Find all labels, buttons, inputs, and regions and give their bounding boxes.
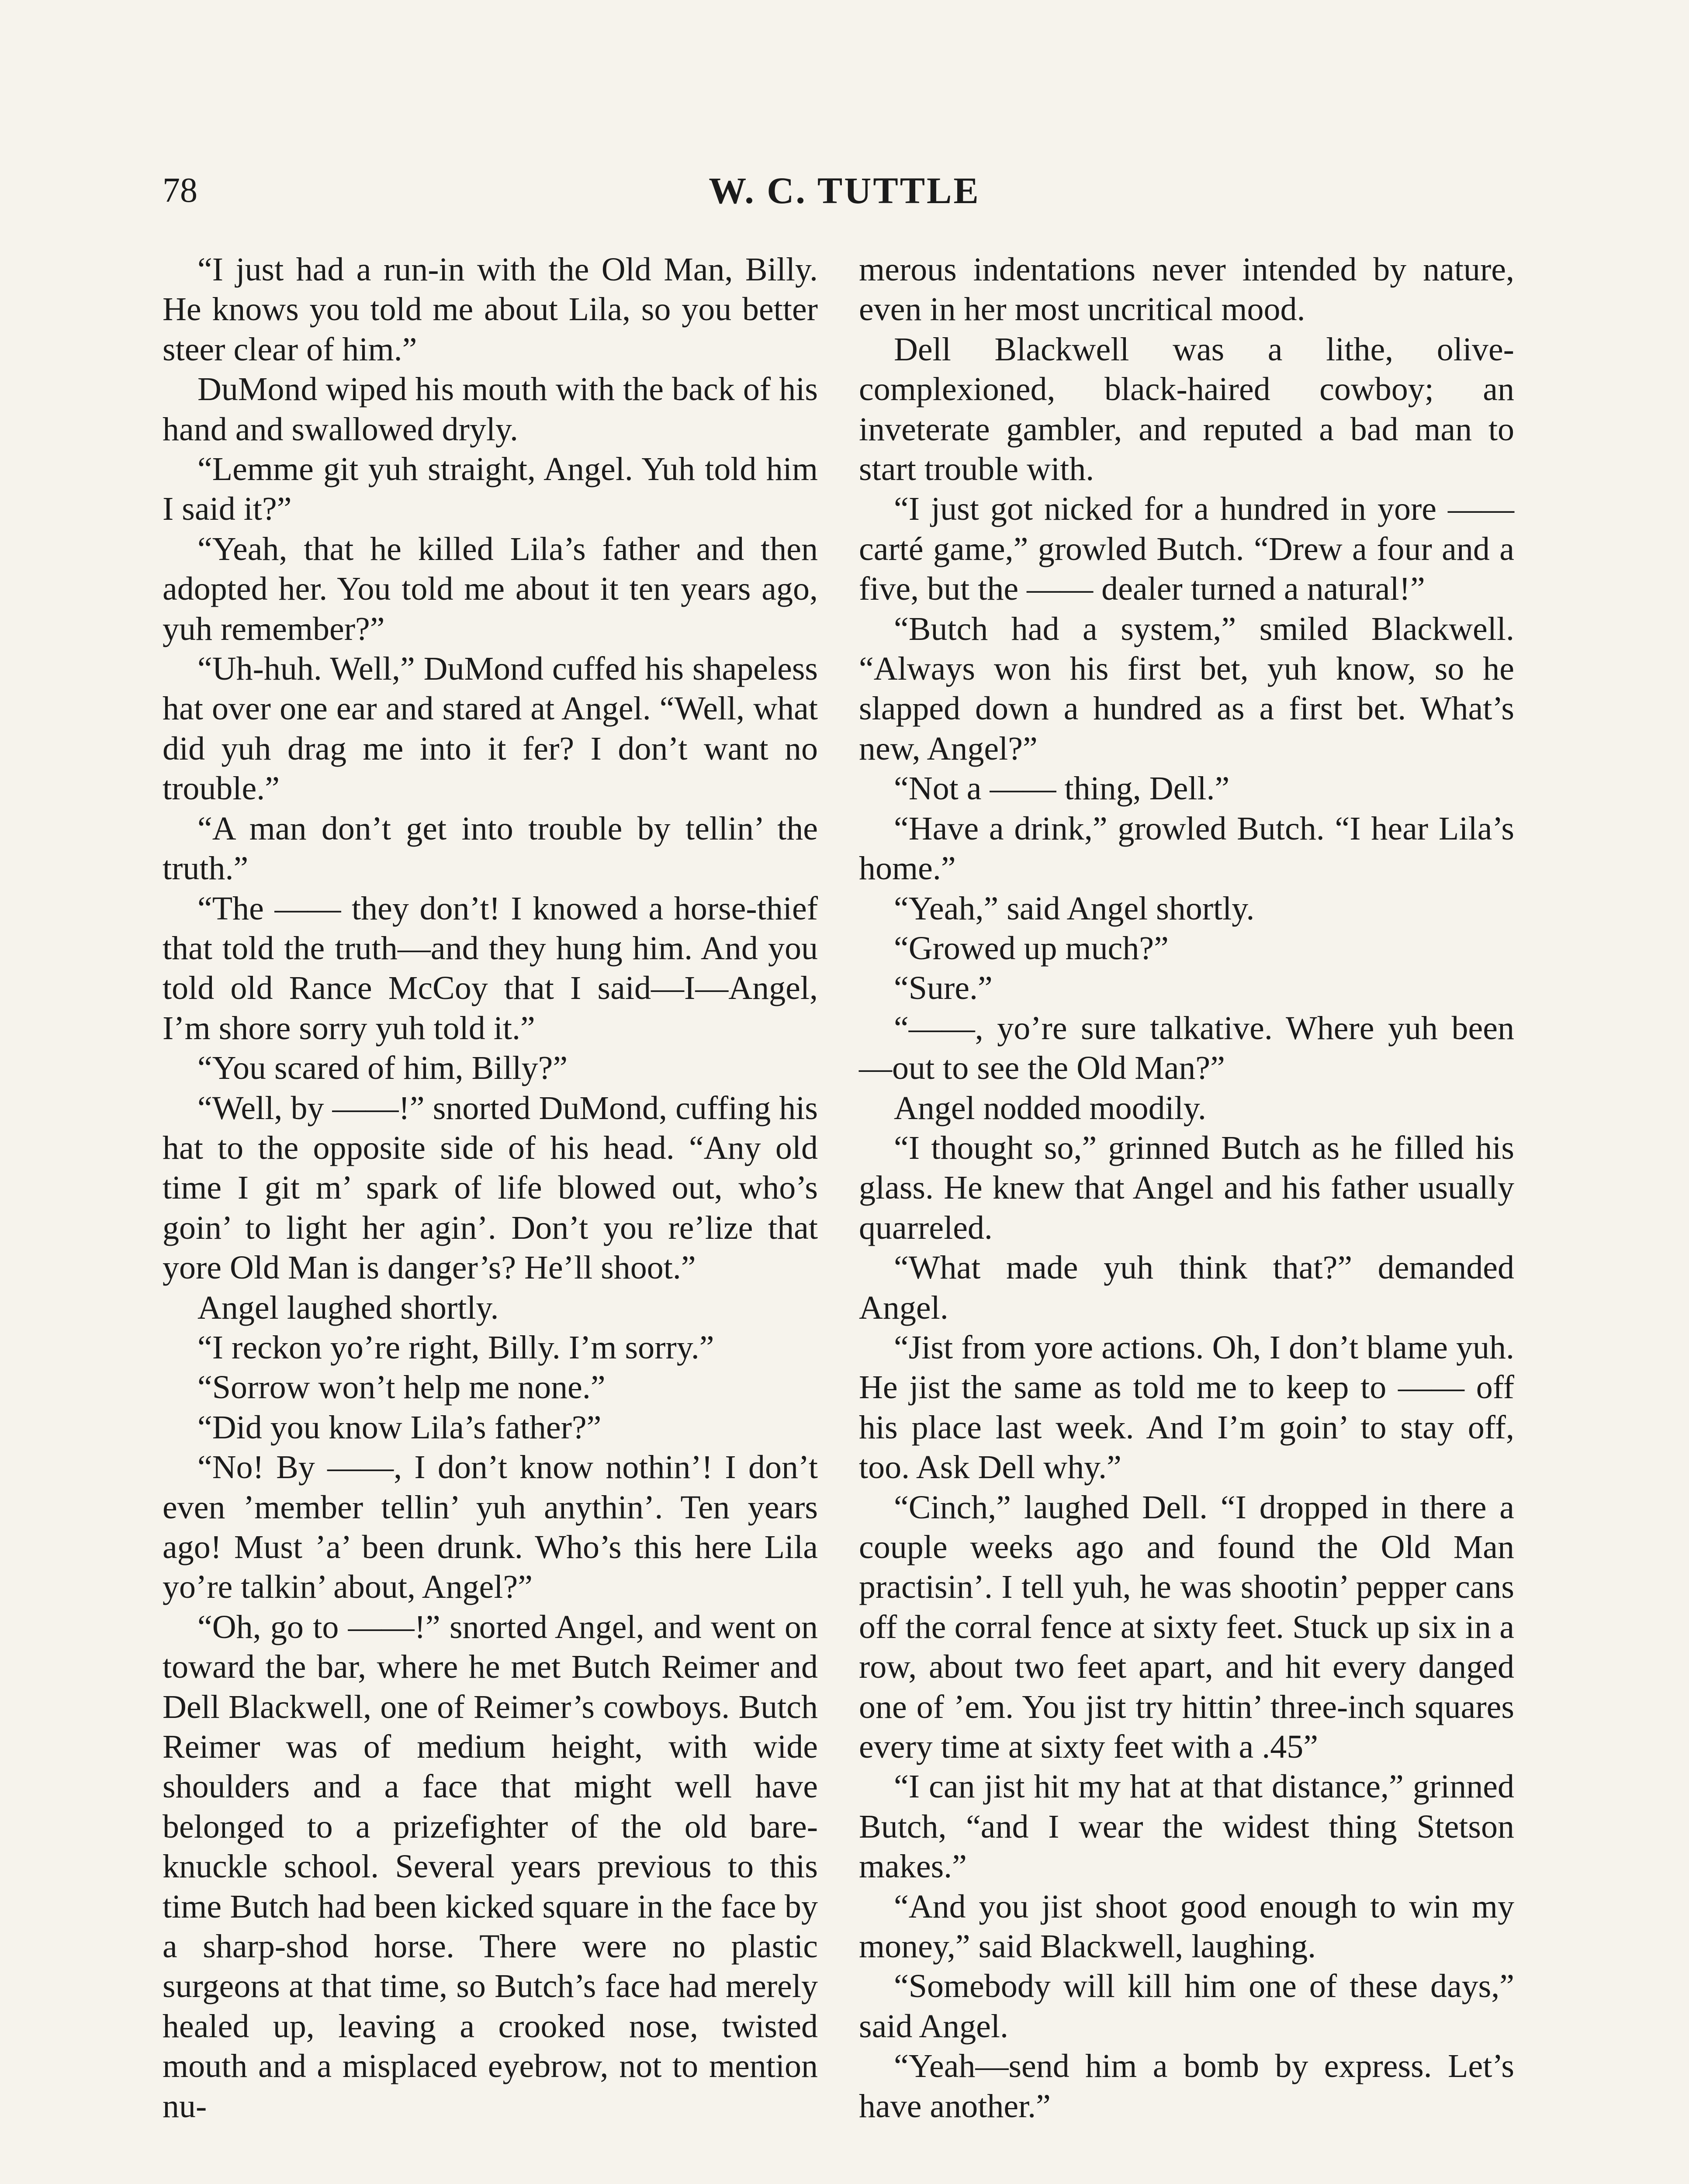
paragraph: “Did you know Lila’s father?” [197, 1409, 602, 1446]
paragraph: “Butch had a system,” smiled Blackwell. “Always won his first bet, yuh know, so he slapped down a hundred as a first bet. What’s new, Angel?” [859, 610, 1514, 767]
paragraph: “The —— they don’t! I knowed a horse-thief that told the truth—and they hung him. And you told old Rance McCoy that I said—I—Angel, I’m shore sorry yuh told it.” [163, 890, 818, 1047]
paragraph: “Somebody will kill him one of these days,” said Angel. [859, 1968, 1514, 2045]
paragraph: “Lemme git yuh straight, Angel. Yuh told him I said it?” [163, 451, 818, 528]
paragraph: “Not a —— thing, Dell.” [894, 770, 1230, 807]
page-number: 78 [163, 171, 197, 210]
paragraph: Angel laughed shortly. [197, 1289, 499, 1326]
paragraph: Angel nodded moodily. [894, 1089, 1206, 1127]
continued-paragraph: merous indentations never intended by nature, even in her most uncritical mood. [859, 251, 1514, 328]
page-header [163, 164, 1526, 217]
paragraph: “I reckon yo’re right, Billy. I’m sorry.” [197, 1329, 714, 1366]
paragraph: Dell Blackwell was a lithe, olive-complexioned, black-haired cowboy; an inveterate gambler, and reputed a bad man to start trouble with. [859, 331, 1514, 488]
paragraph: “Sorrow won’t help me none.” [197, 1369, 606, 1406]
paragraph: “Sure.” [894, 970, 993, 1007]
paragraph: “I thought so,” grinned Butch as he filled his glass. He knew that Angel and his father usually quarreled. [859, 1129, 1514, 1246]
paragraph: “Jist from yore actions. Oh, I don’t blame yuh. He jist the same as told me to keep to —— off his place last week. And I’m goin’ to stay off, too. Ask Dell why.” [859, 1329, 1514, 1486]
paragraph: “I just had a run-in with the Old Man, Billy. He knows you told me about Lila, so you better steer clear of him.” [163, 251, 818, 368]
paragraph: “Growed up much?” [894, 930, 1169, 967]
paragraph: “I can jist hit my hat at that distance,” grinned Butch, “and I wear the widest thing Stetson makes.” [859, 1768, 1514, 1885]
paragraph: “You scared of him, Billy?” [197, 1050, 568, 1087]
paragraph: “I just got nicked for a hundred in yore —— carté game,” growled Butch. “Drew a four and a five, but the —— dealer turned a natural!” [859, 491, 1514, 608]
paragraph: “Have a drink,” growled Butch. “I hear Lila’s home.” [859, 810, 1514, 887]
paragraph: “A man don’t get into trouble by tellin’ the truth.” [163, 810, 818, 887]
running-head: W. C. TUTTLE [709, 169, 980, 211]
paragraph: “Yeah, that he killed Lila’s father and then adopted her. You told me about it ten years ago, yuh remember?” [163, 530, 818, 647]
paragraph: “——, yo’re sure talkative. Where yuh been—out to see the Old Man?” [859, 1009, 1514, 1087]
paragraph: “Uh-huh. Well,” DuMond cuffed his shapeless hat over one ear and stared at Angel. “Well, what did yuh drag me into it fer? I don’t want no trouble.” [163, 650, 818, 807]
paragraph: “And you jist shoot good enough to win my money,” said Blackwell, laughing. [859, 1888, 1514, 1965]
right-column [859, 250, 1514, 2126]
paragraph: “Yeah,” said Angel shortly. [894, 890, 1255, 927]
paragraph: “Oh, go to ——!” snorted Angel, and went on toward the bar, where he met Butch Reimer and Dell Blackwell, one of Reimer’s cowboys. Butch Reimer was of medium height, with wide shoulders and a face that might well have belonged to a prizefighter of the old bare-knuckle school. Several years previous to this time Butch had been kicked square in the face by a sharp-shod horse. There were no plastic surgeons at that time, so Butch’s face had merely healed up, leaving a crooked nose, twisted mouth and a misplaced eyebrow, not to mention nu- [163, 1608, 818, 2125]
left-column [163, 250, 818, 2126]
paragraph: “Cinch,” laughed Dell. “I dropped in there a couple weeks ago and found the Old Man practisin’. I tell yuh, he was shootin’ pepper cans off the corral fence at sixty feet. Stuck up six in a row, about two feet apart, and hit every danged one of ’em. You jist try hittin’ three-inch squares every time at sixty feet with a .45” [859, 1489, 1514, 1766]
paragraph: “Yeah—send him a bomb by express. Let’s have another.” [859, 2048, 1514, 2125]
paragraph: “Well, by ——!” snorted DuMond, cuffing his hat to the opposite side of his head. “Any old time I git m’ spark of life blowed out, who’s goin’ to light her agin’. Don’t you re’lize that yore Old Man is danger’s? He’ll shoot.” [163, 1089, 818, 1286]
paragraph: “No! By ——, I don’t know nothin’! I don’t even ’member tellin’ yuh anythin’. Ten years ago! Must ’a’ been drunk. Who’s this here Lila yo’re talkin’ about, Angel?” [163, 1449, 818, 1606]
paragraph: DuMond wiped his mouth with the back of his hand and swallowed dryly. [163, 371, 818, 448]
paragraph: “What made yuh think that?” demanded Angel. [859, 1249, 1514, 1326]
